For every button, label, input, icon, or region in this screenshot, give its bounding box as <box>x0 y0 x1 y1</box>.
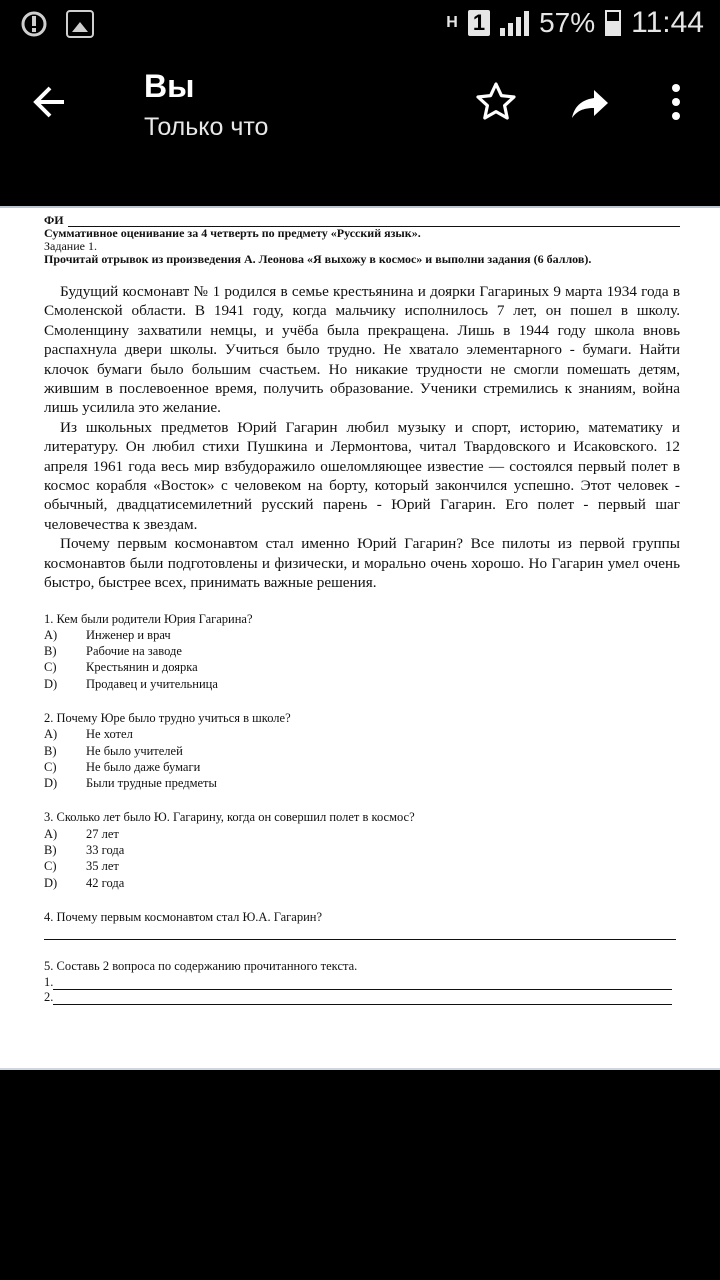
option: A) 27 лет <box>44 826 119 841</box>
fi-label: ФИ <box>44 213 64 227</box>
option: A) Инженер и врач <box>44 627 171 642</box>
question-text: 5. Составь 2 вопроса по содержанию прочитанного текста. <box>44 959 358 974</box>
document-image <box>0 206 720 1070</box>
paragraph: Почему первым космонавтом стал именно Юрий Гагарин? Все пилоты из первой группы космонавтов были подготовлены и физически, и морально очень хорошо. Но Гагарин умел очень быстро, быстрее всех, принимать важные решения. <box>44 535 680 592</box>
share-icon[interactable] <box>566 78 614 126</box>
clock: 11:44 <box>631 6 704 39</box>
network-type: H <box>446 14 458 31</box>
paragraph: Будущий космонавт № 1 родился в семье крестьянина и доярки Гагариных 9 марта 1934 года в Смоленской области. В 1941 году, когда мальчику исполнилось 7 лет, он пошел в школу. Смоленщину захватили немцы, и учёба была прекращена. Лишь в 1944 году школа вновь распахнула двери школы. Учиться было трудно. Не хватало элементарного - бумаги. Найти клочок бумаги было большим счастьем. Но никакие трудности не смогли помешать детям, жившим в послевоенное время, получить образование. Ученики стремились к знаниям, война лишь усилила это желание. <box>44 283 680 417</box>
arrow-back-icon[interactable] <box>26 78 74 126</box>
answer-line: 2. <box>44 990 680 1005</box>
option: D) Были трудные предметы <box>44 776 217 791</box>
signal-icon <box>500 10 529 36</box>
question-text: 1. Кем были родители Юрия Гагарина? <box>44 611 253 626</box>
answer-line <box>44 929 676 940</box>
doc-heading: Суммативное оценивание за 4 четверть по предмету «Русский язык». <box>44 226 421 240</box>
question-1 <box>44 611 680 692</box>
image-notification-icon <box>66 10 94 38</box>
timestamp-subtitle: Только что <box>144 113 269 141</box>
reading-text <box>44 282 680 593</box>
option: C) Крестьянин и доярка <box>44 660 198 675</box>
question-2 <box>44 710 680 791</box>
answer-line: 1. <box>44 975 680 990</box>
star-icon[interactable] <box>472 78 520 126</box>
task-label: Задание 1. <box>44 239 97 253</box>
status-bar <box>0 0 720 50</box>
option: B) Рабочие на заводе <box>44 644 182 659</box>
notification-icon <box>20 10 48 38</box>
battery-percent: 57% <box>539 7 596 38</box>
more-vert-icon[interactable] <box>652 78 700 126</box>
battery-icon <box>605 10 621 36</box>
option: D) 42 года <box>44 875 125 890</box>
sim-icon: 1 <box>468 10 490 36</box>
question-5 <box>44 958 680 1004</box>
instruction: Прочитай отрывок из произведения А. Леонова «Я выхожу в космос» и выполни задания (6 баллов). <box>44 252 592 266</box>
option: C) Не было даже бумаги <box>44 759 201 774</box>
question-text: 3. Сколько лет было Ю. Гагарину, когда он совершил полет в космос? <box>44 810 415 825</box>
paragraph: Из школьных предметов Юрий Гагарин любил музыку и спорт, историю, математику и литературу. Он любил стихи Пушкина и Лермонтова, читал Твардовского и Исаковского. 12 апреля 1961 года весь мир взбудоражило ошеломляющее известие — состоялся первый полет в космос корабля «Восток» с человеком на борту, который закончился успешно. Этот человек - обычный, двадцатисемилетний русский парень - Юрий Гагарин. Его полет - первый шаг человечества к звездам. <box>44 418 680 533</box>
question-3 <box>44 809 680 890</box>
option: D) Продавец и учительница <box>44 676 218 691</box>
option: B) 33 года <box>44 843 125 858</box>
option: C) 35 лет <box>44 859 119 874</box>
app-bar <box>0 50 720 160</box>
sender-title: Вы <box>144 68 195 104</box>
question-text: 2. Почему Юре было трудно учиться в школе? <box>44 710 291 725</box>
option: B) Не было учителей <box>44 743 183 758</box>
question-4 <box>44 909 680 940</box>
question-text: 4. Почему первым космонавтом стал Ю.А. Гагарин? <box>44 909 323 924</box>
option: A) Не хотел <box>44 727 133 742</box>
